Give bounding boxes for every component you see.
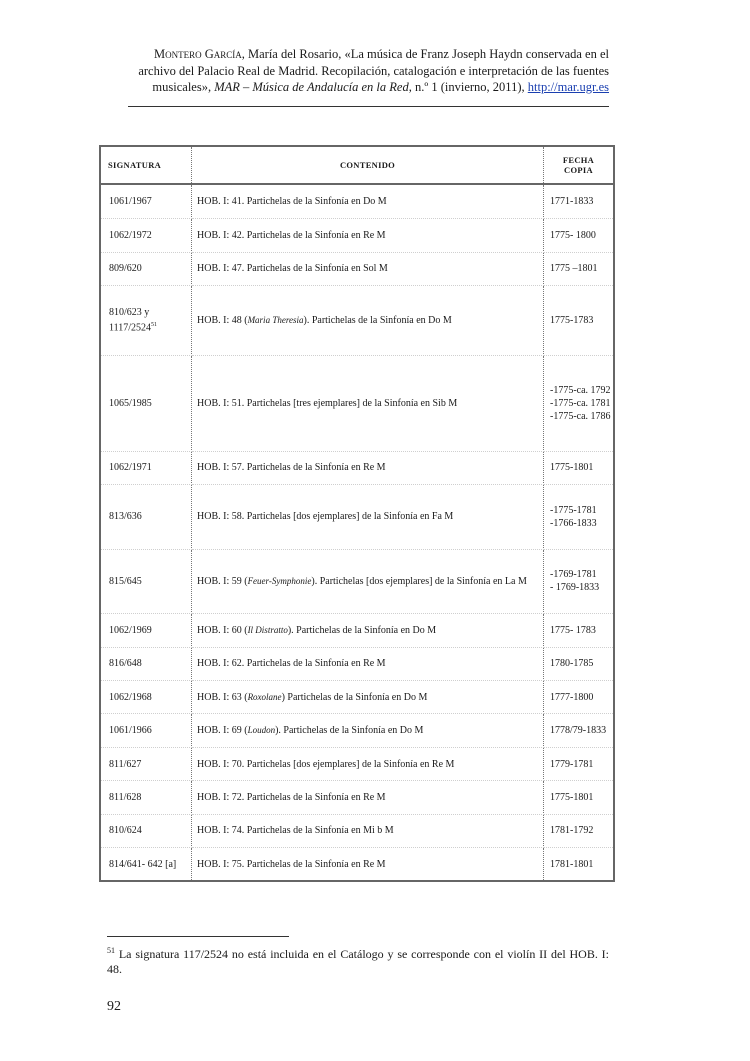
contenido-cell	[192, 848, 544, 880]
contenido-italic-title: Feuer-Symphonie	[247, 575, 312, 586]
contenido-cell	[192, 451, 544, 484]
signatura-text: 811/628	[109, 791, 142, 803]
contenido-cell	[192, 781, 544, 814]
column-header-fecha-copia: FECHA COPIA	[544, 147, 614, 184]
fecha-copia-line: 1775-1801	[550, 791, 594, 803]
fecha-copia-line: 1775-1801	[550, 462, 594, 474]
contenido-cell	[192, 614, 544, 647]
contenido-text: HOB. I: 41. Partichelas de la Sinfonía en Do M	[197, 196, 387, 208]
contenido-cell	[192, 485, 544, 550]
signatura-cell	[101, 714, 192, 747]
contenido-cell	[192, 356, 544, 452]
header-rule	[128, 106, 609, 107]
contenido-text: HOB. I: 69 (	[197, 725, 248, 737]
fecha-copia-cell	[544, 747, 614, 780]
contenido-cell	[192, 647, 544, 680]
contenido-cell	[192, 219, 544, 252]
fecha-copia-cell	[544, 451, 614, 484]
signatura-text: 815/645	[109, 575, 142, 587]
fecha-copia-cell	[544, 814, 614, 847]
table-row	[101, 714, 613, 747]
fecha-copia-line: -1769-1781	[550, 569, 597, 581]
signatura-cell	[101, 184, 192, 219]
footnote-text: La signatura 117/2524 no está incluida en el Catálogo y se corresponde con el violín II del HOB. I: 48.	[107, 947, 609, 976]
signatura-text: 1061/1966	[109, 725, 152, 737]
fecha-copia-cell	[544, 219, 614, 252]
table-row	[101, 781, 613, 814]
signatura-cell	[101, 252, 192, 285]
contenido-text: HOB. I: 75. Partichelas de la Sinfonía en Re M	[197, 858, 386, 870]
contenido-cell	[192, 714, 544, 747]
signatura-cell	[101, 814, 192, 847]
contenido-text: HOB. I: 48 (	[197, 315, 248, 327]
fecha-copia-line: -1775-1781	[550, 504, 597, 516]
fecha-copia-line: 1775- 1783	[550, 624, 596, 636]
fecha-copia-cell	[544, 680, 614, 713]
footnote-rule	[107, 936, 289, 937]
contenido-cell	[192, 549, 544, 614]
fecha-copia-cell	[544, 647, 614, 680]
contenido-italic-title: Il Distratto	[247, 624, 288, 635]
fecha-copia-line: 1771-1833	[550, 196, 594, 208]
contenido-text-end: ). Partichelas [dos ejemplares] de la Sinfonía en La M	[311, 575, 527, 587]
contenido-text-end: ). Partichelas de la Sinfonía en Do M	[303, 315, 452, 327]
contenido-cell	[192, 252, 544, 285]
signatura-cell	[101, 614, 192, 647]
contenido-italic-title: Roxolane	[247, 691, 282, 702]
table-row	[101, 614, 613, 647]
contenido-text: HOB. I: 42. Partichelas de la Sinfonía en Re M	[197, 229, 386, 241]
signatura-cell	[101, 680, 192, 713]
fecha-copia-cell	[544, 614, 614, 647]
fecha-copia-line: -1775-ca. 1781	[550, 397, 611, 409]
table-row	[101, 680, 613, 713]
signatura-cell	[101, 647, 192, 680]
haydn-sources-table	[101, 147, 613, 880]
fecha-copia-line: 1780-1785	[550, 658, 594, 670]
column-header-contenido: CONTENIDO	[192, 147, 544, 184]
signatura-cell	[101, 848, 192, 880]
running-header	[128, 46, 609, 96]
signatura-cell	[101, 219, 192, 252]
header-journal: MAR – Música de Andalucía en la Red	[214, 80, 409, 94]
header-citation-part1: , María del Rosario, «La música de Franz Joseph Haydn conservada en el archivo del Palacio Real de Madrid. Recopilación, catalogación e interpretación de las fuentes musicales»,	[138, 47, 609, 94]
signatura-text: 1062/1968	[109, 691, 152, 703]
contenido-italic-title: Maria Theresia	[247, 315, 304, 326]
contenido-text: HOB. I: 47. Partichelas de la Sinfonía en Sol M	[197, 263, 388, 275]
contenido-text: HOB. I: 70. Partichelas [dos ejemplares] de la Sinfonía en Re M	[197, 758, 455, 770]
contenido-text: HOB. I: 72. Partichelas de la Sinfonía en Re M	[197, 791, 386, 803]
contenido-text: HOB. I: 74. Partichelas de la Sinfonía en Mi b M	[197, 825, 394, 837]
footnote-ref: 51	[151, 322, 158, 329]
signatura-cell	[101, 286, 192, 356]
haydn-table-frame	[99, 145, 615, 882]
fecha-copia-cell	[544, 549, 614, 614]
fecha-copia-line: 1778/79-1833	[550, 725, 607, 737]
fecha-copia-line: 1777-1800	[550, 691, 594, 703]
table-row	[101, 219, 613, 252]
fecha-copia-cell	[544, 848, 614, 880]
signatura-text: 1062/1972	[109, 229, 152, 241]
signatura-text: 1062/1971	[109, 462, 152, 474]
header-author: Montero García	[153, 47, 242, 61]
header-link[interactable]: http://mar.ugr.es	[527, 80, 609, 94]
signatura-cell	[101, 781, 192, 814]
table-row	[101, 848, 613, 880]
contenido-cell	[192, 680, 544, 713]
fecha-copia-cell	[544, 252, 614, 285]
fecha-copia-cell	[544, 184, 614, 219]
column-header-signatura: SIGNATURA	[101, 147, 192, 184]
signatura-text: 810/624	[109, 825, 142, 837]
signatura-cell	[101, 451, 192, 484]
contenido-text: HOB. I: 63 (	[197, 691, 248, 703]
fecha-copia-line: -1775-ca. 1786	[550, 410, 611, 422]
table-row	[101, 485, 613, 550]
contenido-text: HOB. I: 57. Partichelas de la Sinfonía en Re M	[197, 462, 386, 474]
contenido-text: HOB. I: 51. Partichelas [tres ejemplares] de la Sinfonía en Sib M	[197, 397, 458, 409]
fecha-copia-line: 1781-1792	[550, 825, 594, 837]
fecha-copia-line: 1781-1801	[550, 858, 594, 870]
contenido-cell	[192, 286, 544, 356]
signatura-text: 814/641- 642 [a]	[109, 858, 177, 870]
table-row	[101, 747, 613, 780]
fecha-copia-cell	[544, 781, 614, 814]
fecha-copia-line: 1775-1783	[550, 315, 594, 327]
fecha-copia-cell	[544, 286, 614, 356]
contenido-cell	[192, 814, 544, 847]
signatura-text: 809/620	[109, 263, 142, 275]
table-row	[101, 814, 613, 847]
table-row	[101, 184, 613, 219]
contenido-text-end: ). Partichelas de la Sinfonía en Do M	[287, 624, 437, 636]
contenido-text-end: ). Partichelas de la Sinfonía en Do M	[275, 725, 424, 737]
fecha-copia-line: -1775-ca. 1792	[550, 384, 611, 396]
signatura-text: 1061/1967	[109, 196, 152, 208]
header-citation-part2: , n.º 1 (invierno, 2011),	[408, 80, 528, 94]
contenido-text: HOB. I: 62. Partichelas de la Sinfonía en Re M	[197, 658, 386, 670]
signatura-text: 816/648	[109, 658, 142, 670]
contenido-text-end: ) Partichelas de la Sinfonía en Do M	[281, 691, 428, 703]
fecha-copia-cell	[544, 356, 614, 452]
contenido-text: HOB. I: 59 (	[197, 575, 248, 587]
table-row	[101, 286, 613, 356]
contenido-text: HOB. I: 58. Partichelas [dos ejemplares] de la Sinfonía en Fa M	[197, 511, 454, 523]
fecha-copia-line: 1775- 1800	[550, 229, 596, 241]
fecha-copia-line: 1775 –1801	[550, 263, 598, 275]
fecha-copia-line: -1766-1833	[550, 517, 597, 529]
signatura-cell	[101, 747, 192, 780]
table-row	[101, 647, 613, 680]
fecha-copia-line: 1779-1781	[550, 758, 594, 770]
table-row	[101, 451, 613, 484]
page-number: 92	[107, 999, 121, 1014]
signatura-text: 1065/1985	[109, 397, 152, 409]
table-row	[101, 252, 613, 285]
contenido-italic-title: Loudon	[247, 725, 276, 736]
fecha-copia-cell	[544, 485, 614, 550]
table-row	[101, 356, 613, 452]
footnote	[107, 943, 609, 977]
table-header-row	[101, 147, 613, 184]
footnote-number: 51	[107, 946, 115, 955]
signatura-cell	[101, 356, 192, 452]
table-row	[101, 549, 613, 614]
contenido-cell	[192, 184, 544, 219]
fecha-copia-line: - 1769-1833	[550, 582, 600, 594]
fecha-copia-cell	[544, 714, 614, 747]
signatura-text: 810/623 y 1117/2524	[109, 307, 152, 334]
signatura-text: 1062/1969	[109, 624, 152, 636]
contenido-cell	[192, 747, 544, 780]
signatura-cell	[101, 485, 192, 550]
table-body	[101, 184, 613, 880]
signatura-cell	[101, 549, 192, 614]
signatura-text: 813/636	[109, 511, 142, 523]
signatura-text: 811/627	[109, 758, 142, 770]
contenido-text: HOB. I: 60 (	[197, 624, 248, 636]
